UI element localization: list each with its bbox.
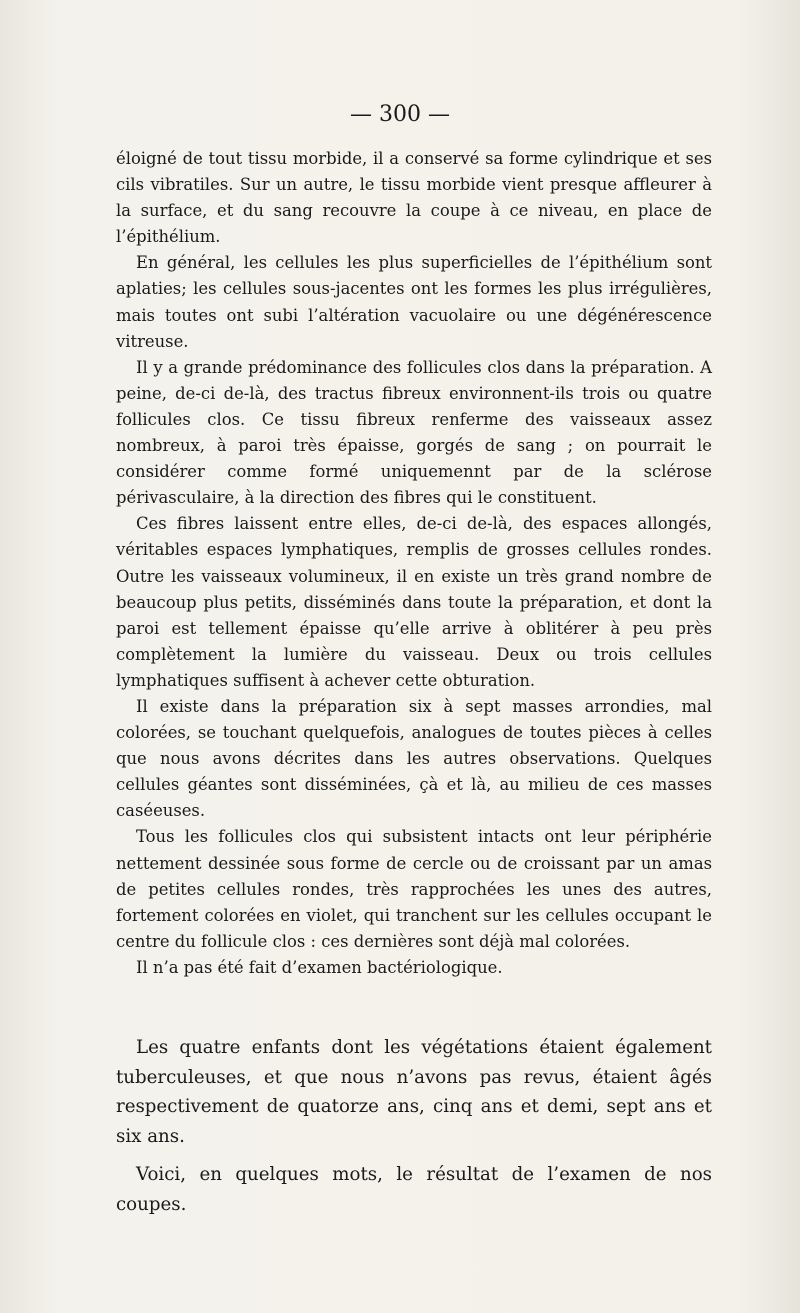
section-observation-notes bbox=[116, 146, 712, 981]
paragraph: Ces fibres laissent entre elles, de-ci de-là, des espaces allongés, véritables espaces lymphatiques, remplis de grosses cellules rondes. Outre les vaisseaux volumineux, il en existe un très grand nombre de beaucoup plus petits, disséminés dans toute la préparation, et dont la paroi est tellement épaisse qu’elle arrive à oblitérer à peu près complètement la lumière du vaisseau. Deux ou trois cellules lymphatiques suffisent à achever cette obturation. bbox=[116, 514, 712, 690]
paragraph: Voici, en quelques mots, le résultat de l’examen de nos coupes. bbox=[116, 1164, 712, 1215]
paragraph: Tous les follicules clos qui subsistent intacts ont leur périphérie nettement dessinée sous forme de cercle ou de croissant par un amas de petites cellules rondes, très rapprochées les unes des autres, fortement colorées en violet, qui tranchent sur les cellules occupant le centre du follicule clos : ces dernières sont déjà mal colorées. bbox=[116, 827, 712, 951]
paragraph: Les quatre enfants dont les végétations étaient également tuberculeuses, et que nous n’avons pas revus, étaient âgés respectivement de quatorze ans, cinq ans et demi, sept ans et six ans. bbox=[116, 1037, 712, 1147]
paragraph: Il existe dans la préparation six à sept masses arrondies, mal colorées, se touchant quelquefois, analogues de toutes pièces à celles que nous avons décrites dans les autres observations. Quelques cellules géantes sont disséminées, çà et là, au milieu de ces masses caséeuses. bbox=[116, 696, 712, 821]
paragraph: En général, les cellules les plus superficielles de l’épithélium sont aplaties; les cellules sous-jacentes ont les formes les plus irrégulières, mais toutes ont subi l’altération vacuolaire ou une dégénérescence vitreuse. bbox=[116, 253, 712, 351]
body-text bbox=[116, 146, 712, 1219]
section-summary bbox=[116, 1033, 712, 1219]
paragraph: éloigné de tout tissu morbide, il a conservé sa forme cylindrique et ses cils vibratiles. Sur un autre, le tissu morbide vient presque affleurer à la surface, et du sang recouvre la coupe à ce niveau, en place de l’épithélium. bbox=[116, 149, 712, 247]
page-number: — 300 — bbox=[350, 102, 450, 127]
paragraph: Il n’a pas été fait d’examen bactériologique. bbox=[136, 957, 503, 977]
paragraph: Il y a grande prédominance des follicules clos dans la préparation. A peine, de-ci de-là, des tractus fibreux environnent-ils trois ou quatre follicules clos. Ce tissu fibreux renferme des vaisseaux assez nombreux, à paroi très épaisse, gorgés de sang ; on pourrait le considérer comme formé uniquemennt par de la sclérose périvasculaire, à la direction des fibres qui le constituent. bbox=[116, 357, 712, 508]
